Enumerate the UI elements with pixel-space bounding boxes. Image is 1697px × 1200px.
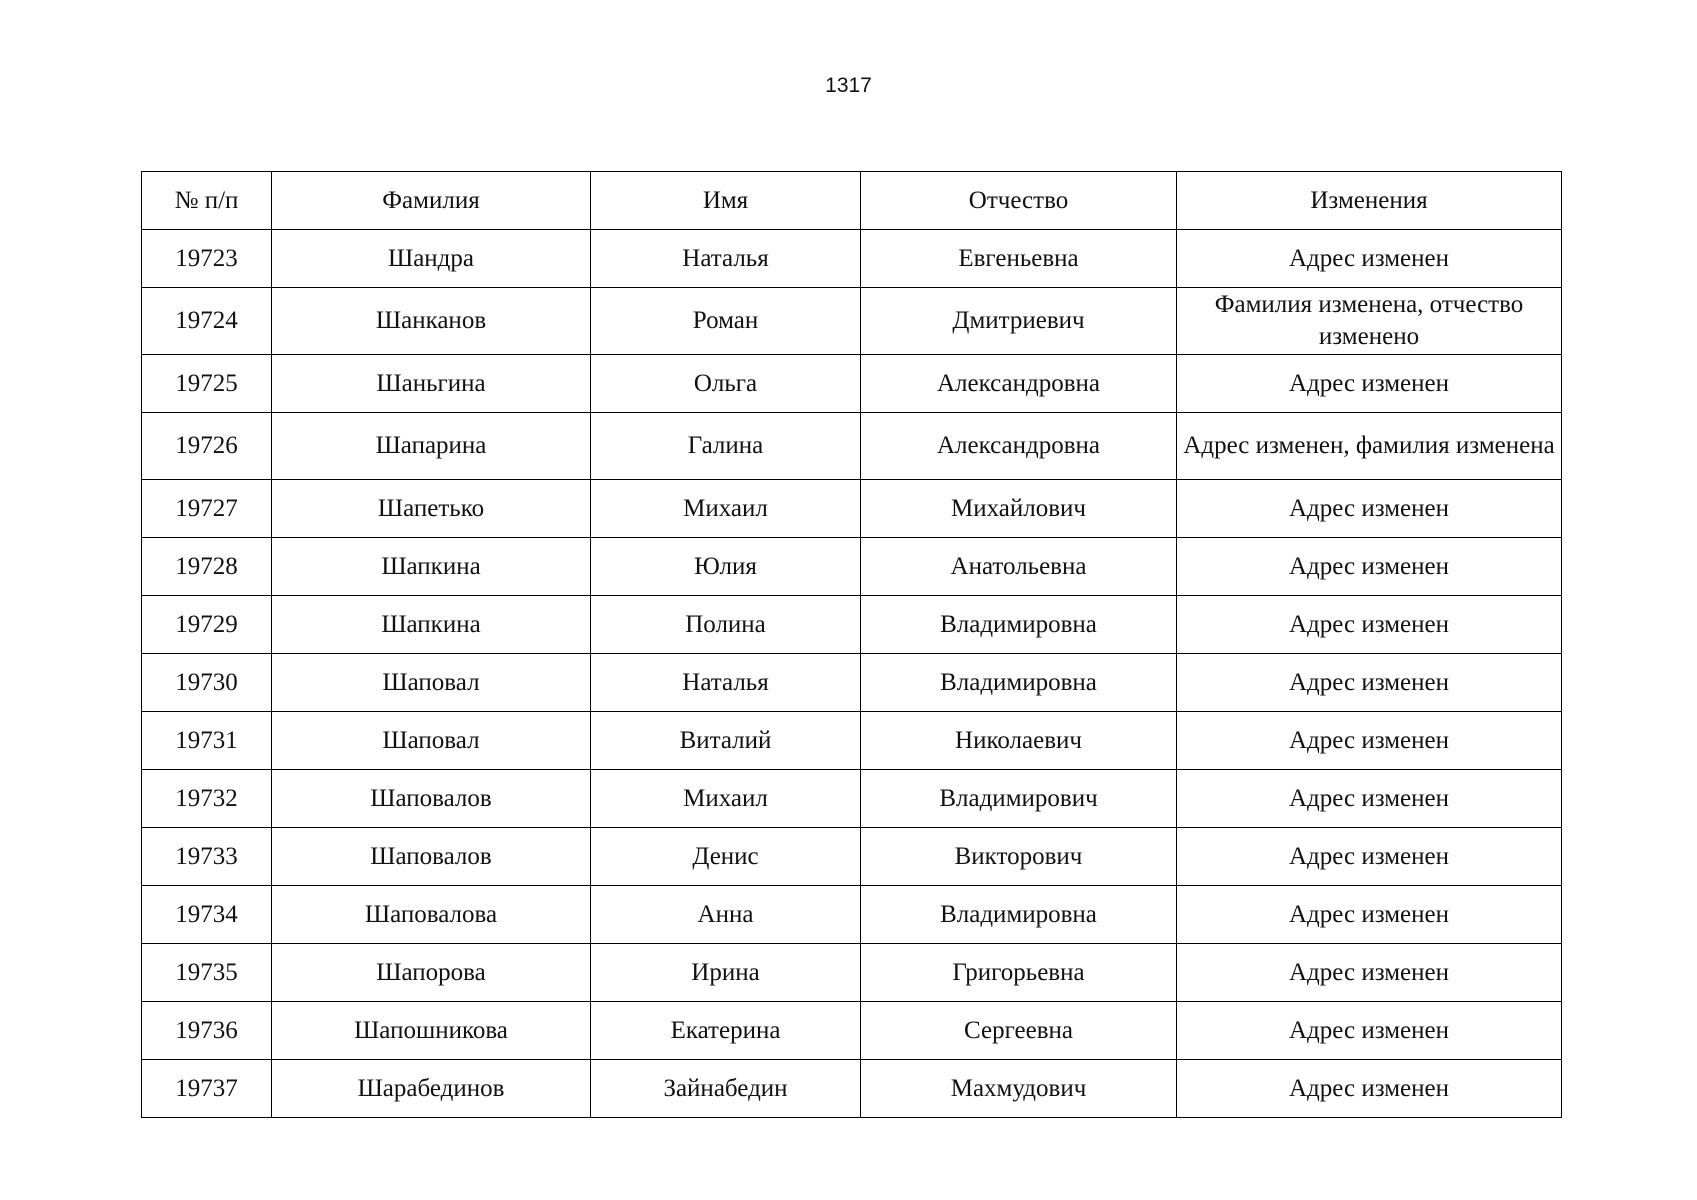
cell-patronymic: Николаевич <box>861 712 1177 770</box>
header-patronymic: Отчество <box>861 172 1177 230</box>
cell-changes: Адрес изменен <box>1177 538 1562 596</box>
cell-name: Зайнабедин <box>591 1060 861 1118</box>
cell-number: 19735 <box>142 944 272 1002</box>
cell-name: Екатерина <box>591 1002 861 1060</box>
header-number: № п/п <box>142 172 272 230</box>
header-name: Имя <box>591 172 861 230</box>
cell-patronymic: Владимировна <box>861 654 1177 712</box>
cell-surname: Шапкина <box>272 538 591 596</box>
cell-patronymic: Анатольевна <box>861 538 1177 596</box>
cell-number: 19737 <box>142 1060 272 1118</box>
cell-patronymic: Махмудович <box>861 1060 1177 1118</box>
cell-name: Ирина <box>591 944 861 1002</box>
cell-patronymic: Викторович <box>861 828 1177 886</box>
cell-changes: Адрес изменен, фамилия изменена <box>1177 413 1562 480</box>
cell-patronymic: Владимировна <box>861 886 1177 944</box>
cell-patronymic: Александровна <box>861 413 1177 480</box>
cell-surname: Шаповалов <box>272 828 591 886</box>
cell-surname: Шаповалов <box>272 770 591 828</box>
cell-changes: Адрес изменен <box>1177 886 1562 944</box>
cell-number: 19728 <box>142 538 272 596</box>
table-row <box>142 480 1562 538</box>
cell-surname: Шаповалова <box>272 886 591 944</box>
cell-changes: Адрес изменен <box>1177 770 1562 828</box>
header-changes: Изменения <box>1177 172 1562 230</box>
cell-patronymic: Владимирович <box>861 770 1177 828</box>
cell-patronymic: Сергеевна <box>861 1002 1177 1060</box>
table-row <box>142 413 1562 480</box>
table-row <box>142 828 1562 886</box>
page-number: 1317 <box>825 74 872 97</box>
cell-surname: Шаповал <box>272 654 591 712</box>
cell-name: Галина <box>591 413 861 480</box>
cell-changes: Адрес изменен <box>1177 1002 1562 1060</box>
cell-number: 19729 <box>142 596 272 654</box>
cell-number: 19736 <box>142 1002 272 1060</box>
cell-surname: Шаньгина <box>272 355 591 413</box>
table-row <box>142 596 1562 654</box>
cell-name: Анна <box>591 886 861 944</box>
cell-number: 19734 <box>142 886 272 944</box>
cell-number: 19731 <box>142 712 272 770</box>
cell-changes: Адрес изменен <box>1177 828 1562 886</box>
cell-number: 19733 <box>142 828 272 886</box>
cell-number: 19732 <box>142 770 272 828</box>
table-row <box>142 538 1562 596</box>
table-row <box>142 1002 1562 1060</box>
cell-name: Роман <box>591 288 861 355</box>
cell-name: Ольга <box>591 355 861 413</box>
cell-name: Полина <box>591 596 861 654</box>
cell-patronymic: Владимировна <box>861 596 1177 654</box>
cell-changes: Адрес изменен <box>1177 596 1562 654</box>
cell-surname: Шандра <box>272 230 591 288</box>
cell-name: Виталий <box>591 712 861 770</box>
cell-name: Наталья <box>591 230 861 288</box>
cell-name: Наталья <box>591 654 861 712</box>
table-row <box>142 288 1562 355</box>
table-row <box>142 230 1562 288</box>
cell-name: Юлия <box>591 538 861 596</box>
cell-changes: Адрес изменен <box>1177 480 1562 538</box>
table-row <box>142 712 1562 770</box>
cell-patronymic: Дмитриевич <box>861 288 1177 355</box>
cell-number: 19730 <box>142 654 272 712</box>
table-row <box>142 944 1562 1002</box>
cell-surname: Шапарина <box>272 413 591 480</box>
header-surname: Фамилия <box>272 172 591 230</box>
table-row <box>142 355 1562 413</box>
records-table <box>141 171 1562 1118</box>
cell-patronymic: Александровна <box>861 355 1177 413</box>
cell-surname: Шанканов <box>272 288 591 355</box>
cell-changes: Адрес изменен <box>1177 654 1562 712</box>
cell-number: 19726 <box>142 413 272 480</box>
cell-surname: Шапошникова <box>272 1002 591 1060</box>
table-row <box>142 1060 1562 1118</box>
cell-patronymic: Евгеньевна <box>861 230 1177 288</box>
cell-surname: Шапетько <box>272 480 591 538</box>
cell-name: Денис <box>591 828 861 886</box>
cell-changes: Адрес изменен <box>1177 944 1562 1002</box>
cell-name: Михаил <box>591 770 861 828</box>
table-row <box>142 654 1562 712</box>
cell-patronymic: Михайлович <box>861 480 1177 538</box>
cell-changes: Адрес изменен <box>1177 230 1562 288</box>
cell-number: 19727 <box>142 480 272 538</box>
cell-changes: Фамилия изменена, отчество изменено <box>1177 288 1562 355</box>
cell-surname: Шаповал <box>272 712 591 770</box>
table-header-row <box>142 172 1562 230</box>
cell-name: Михаил <box>591 480 861 538</box>
cell-patronymic: Григорьевна <box>861 944 1177 1002</box>
cell-changes: Адрес изменен <box>1177 712 1562 770</box>
table-row <box>142 886 1562 944</box>
cell-surname: Шарабединов <box>272 1060 591 1118</box>
cell-changes: Адрес изменен <box>1177 355 1562 413</box>
cell-changes: Адрес изменен <box>1177 1060 1562 1118</box>
cell-surname: Шапорова <box>272 944 591 1002</box>
cell-number: 19725 <box>142 355 272 413</box>
table-row <box>142 770 1562 828</box>
cell-number: 19723 <box>142 230 272 288</box>
cell-number: 19724 <box>142 288 272 355</box>
cell-surname: Шапкина <box>272 596 591 654</box>
